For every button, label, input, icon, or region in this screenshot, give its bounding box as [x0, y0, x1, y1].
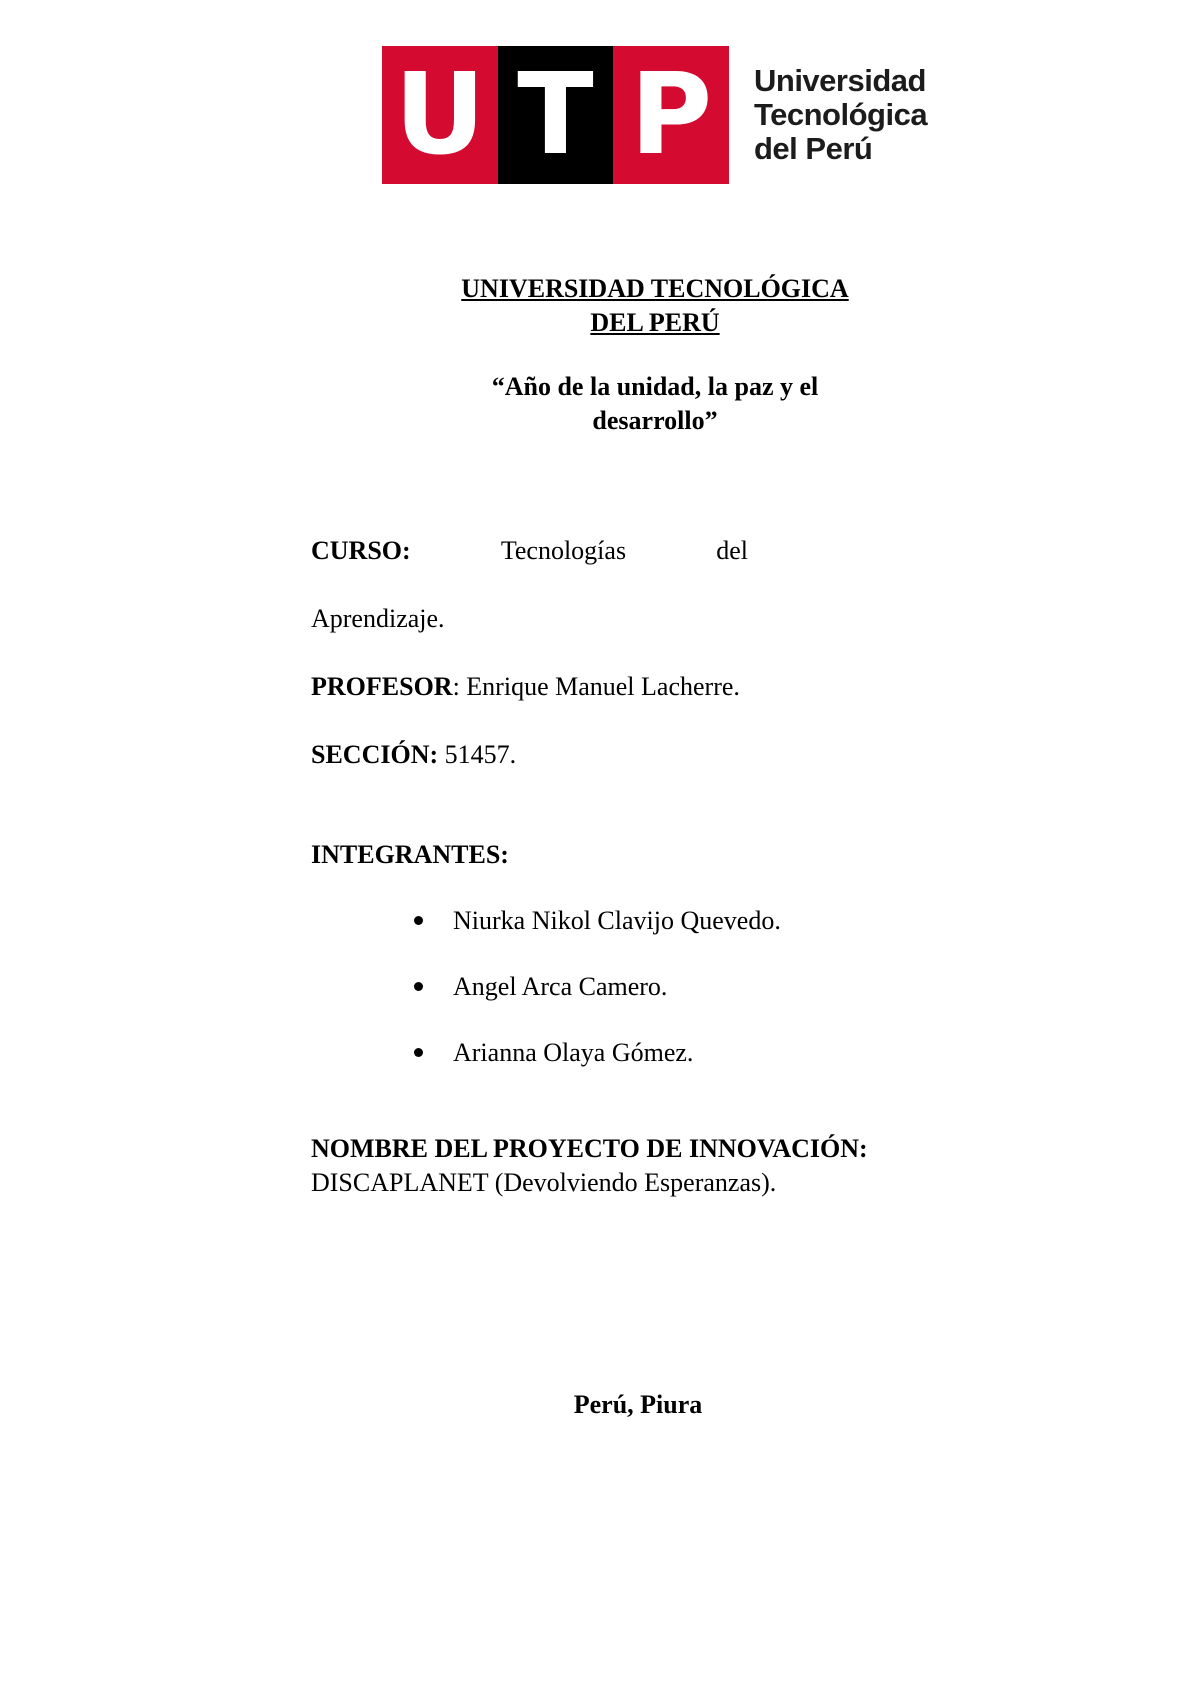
curso-line — [311, 534, 748, 568]
integrantes-heading — [311, 838, 509, 872]
year-motto — [0, 370, 1200, 438]
seccion-line — [311, 738, 516, 772]
list-item — [414, 1036, 781, 1102]
logo-wordmark — [754, 64, 927, 166]
profesor-value: : Enrique Manuel Lacherre. — [452, 672, 740, 701]
logo-letter-u: U — [382, 46, 498, 184]
logo-word-3: del Perú — [754, 131, 873, 166]
seccion-value: 51457. — [438, 740, 517, 769]
list-item — [414, 970, 781, 1036]
curso-continuation: Aprendizaje. — [311, 604, 445, 633]
logo-letter-p: P — [613, 46, 729, 184]
bullet-icon — [414, 916, 423, 925]
proyecto-value: DISCAPLANET (Devolviendo Esperanzas). — [311, 1168, 777, 1197]
logo-word-1: Universidad — [754, 63, 926, 98]
logo-letter-t: T — [498, 46, 614, 184]
university-title-line2: DEL PERÚ — [590, 308, 720, 337]
bullet-icon — [414, 1048, 423, 1057]
logo-word-2: Tecnológica — [754, 97, 928, 132]
profesor-line — [311, 670, 740, 704]
curso-word-1: Tecnologías — [500, 536, 627, 565]
integrantes-list — [414, 904, 781, 1102]
utp-logo — [382, 46, 928, 184]
list-item — [414, 904, 781, 970]
integrante-name: Niurka Nikol Clavijo Quevedo. — [453, 906, 781, 935]
integrante-name: Angel Arca Camero. — [453, 972, 668, 1001]
profesor-label: PROFESOR — [311, 672, 453, 701]
proyecto-label-line — [311, 1132, 868, 1166]
year-motto-line2: desarrollo” — [592, 406, 718, 435]
proyecto-label: NOMBRE DEL PROYECTO DE INNOVACIÓN: — [311, 1134, 868, 1163]
curso-label: CURSO: — [311, 536, 411, 565]
integrantes-label: INTEGRANTES: — [311, 840, 509, 869]
bullet-icon — [414, 982, 423, 991]
year-motto-line1: “Año de la unidad, la paz y el — [491, 372, 819, 401]
university-title — [0, 272, 1200, 340]
seccion-label: SECCIÓN: — [311, 740, 439, 769]
integrante-name: Arianna Olaya Gómez. — [453, 1038, 694, 1067]
university-title-line1: UNIVERSIDAD TECNOLÓGICA — [461, 274, 849, 303]
curso-word-2: del — [716, 536, 748, 565]
utp-logo-mark — [382, 46, 729, 184]
location-footer: Perú, Piura — [573, 1390, 703, 1419]
